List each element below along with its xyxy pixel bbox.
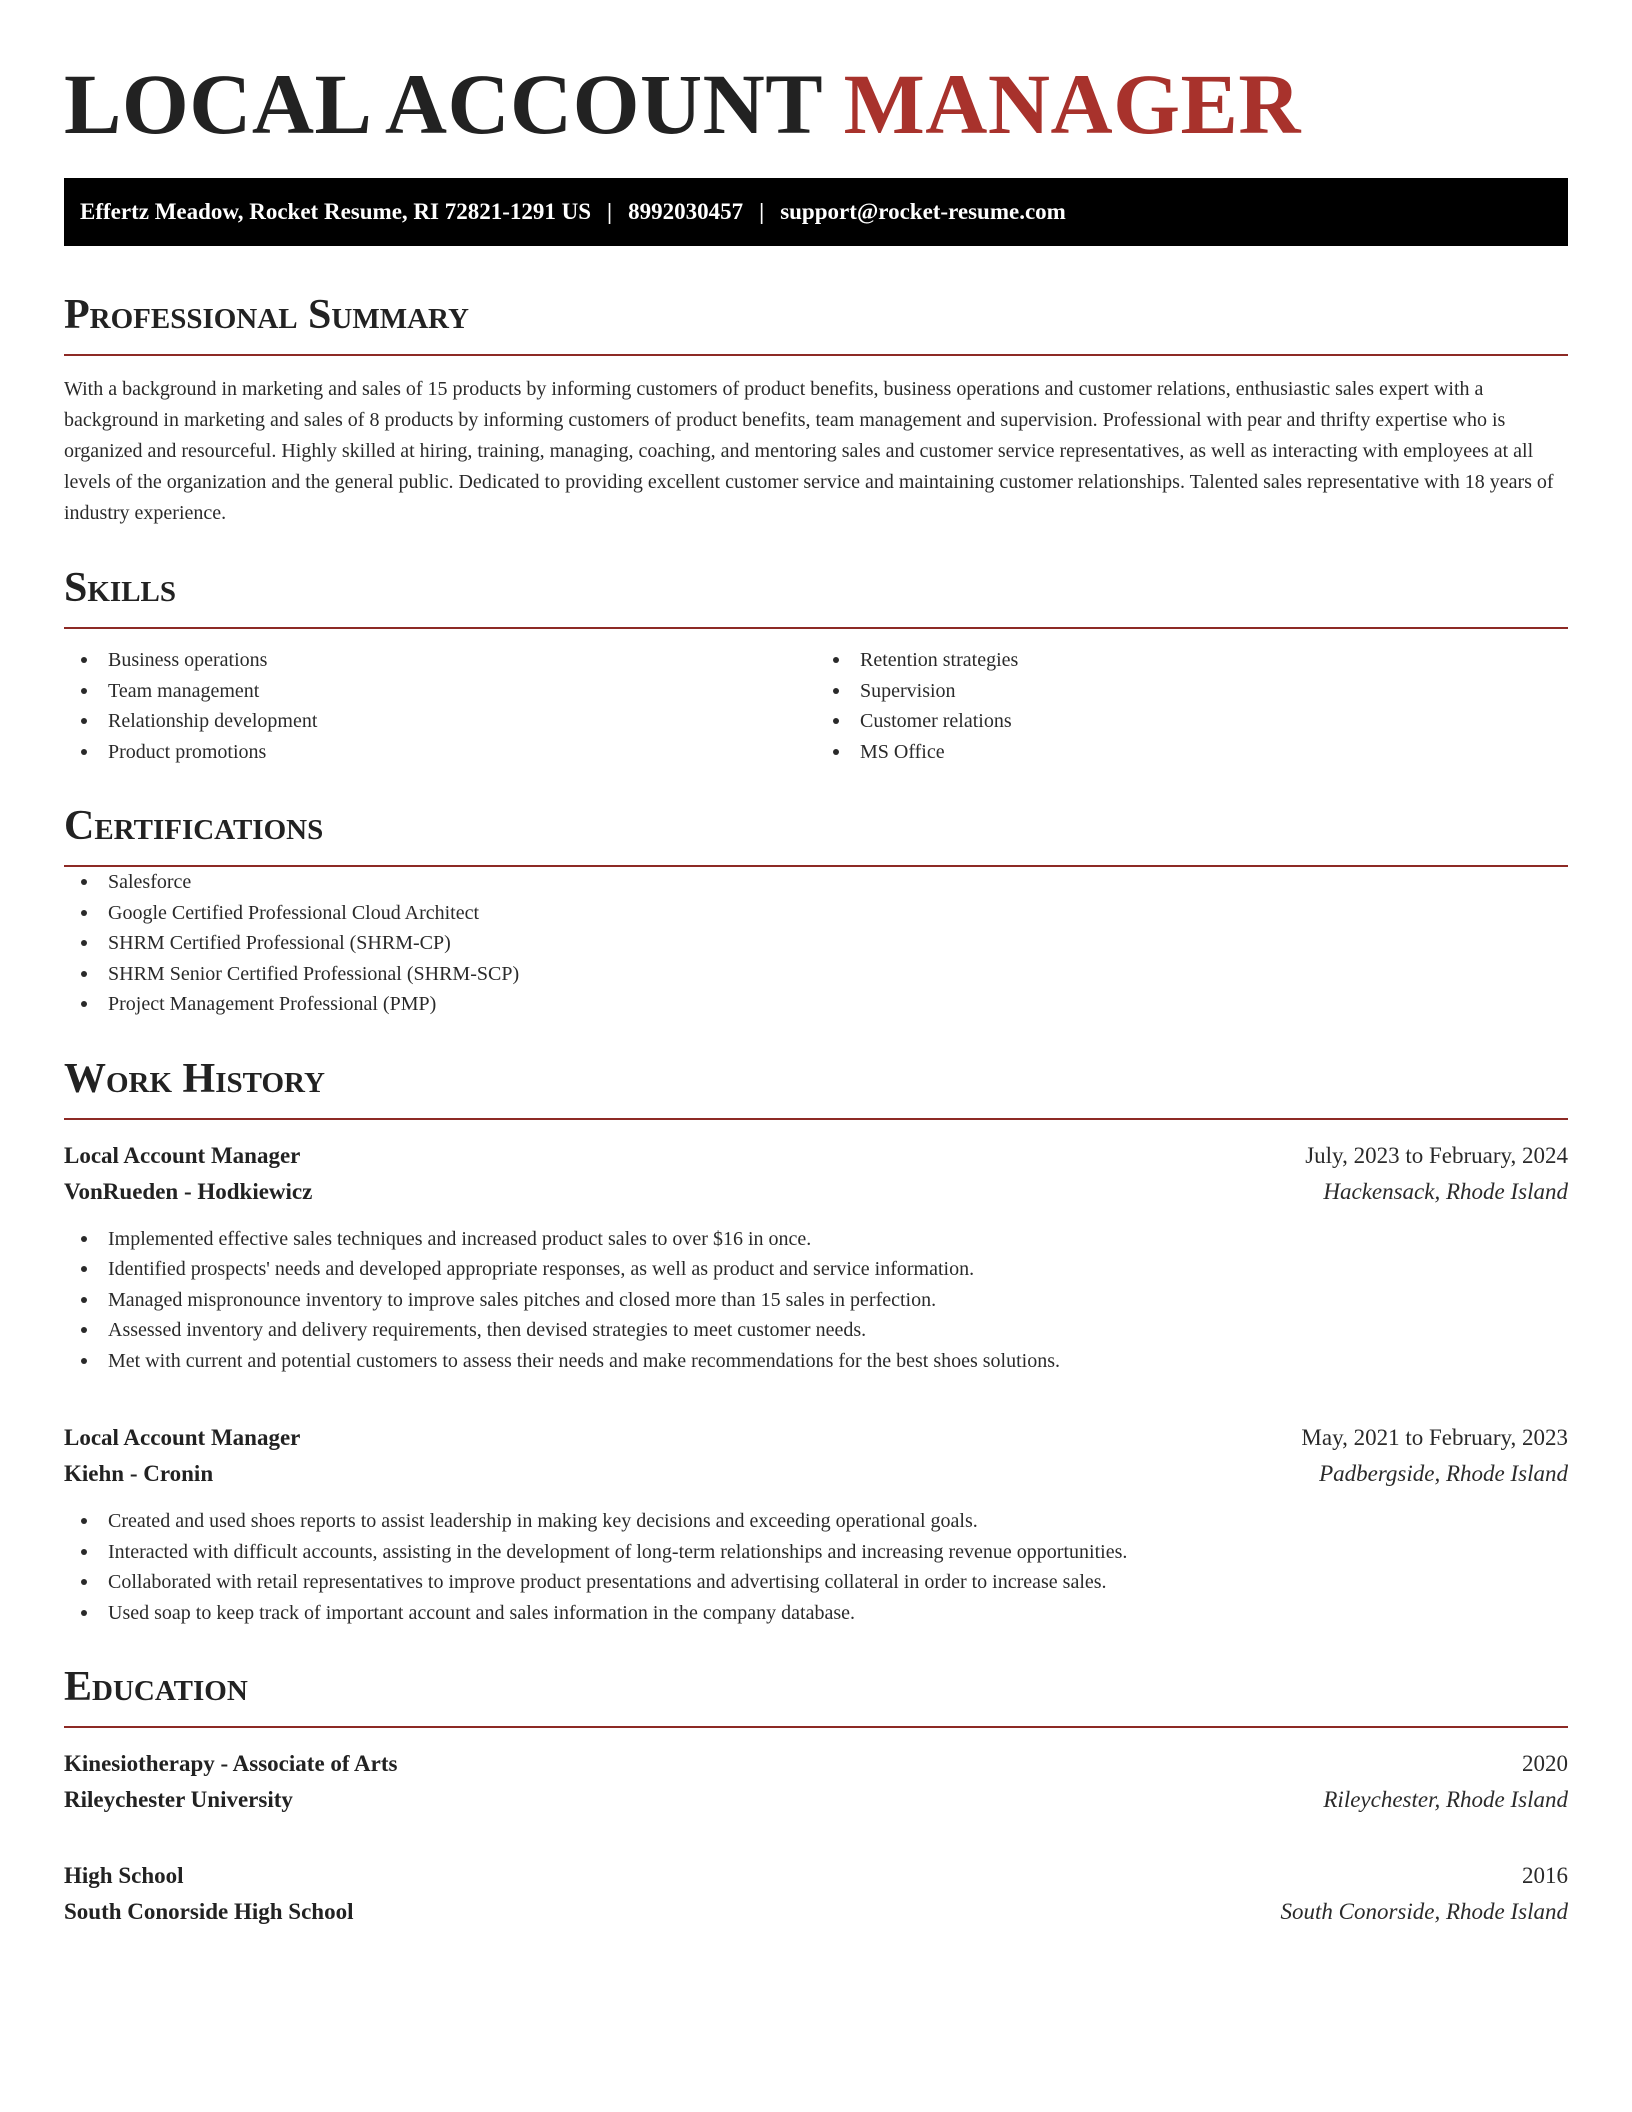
job-dates: May, 2021 to February, 2023 bbox=[1301, 1425, 1568, 1450]
certification-item: SHRM Senior Certified Professional (SHRM-SCP) bbox=[64, 959, 1568, 990]
job-bullet: Assessed inventory and delivery requirements, then devised strategies to meet customer needs. bbox=[64, 1315, 1568, 1346]
job-company: VonRueden - Hodkiewicz bbox=[64, 1178, 313, 1204]
job-entry bbox=[64, 1138, 1568, 1377]
skill-item: MS Office bbox=[816, 737, 1568, 768]
job-company-row bbox=[64, 1174, 1568, 1210]
job-bullet: Interacted with difficult accounts, assisting in the development of long-term relationships and increasing revenue opportunities. bbox=[64, 1537, 1568, 1568]
job-bullet: Collaborated with retail representatives to improve product presentations and advertising collateral in order to increase sales. bbox=[64, 1567, 1568, 1598]
education-degree: Kinesiotherapy - Associate of Arts bbox=[64, 1751, 398, 1776]
section-divider bbox=[64, 1118, 1568, 1120]
section-divider bbox=[64, 354, 1568, 356]
job-location: Hackensack, Rhode Island bbox=[1323, 1178, 1568, 1204]
job-location: Padbergside, Rhode Island bbox=[1319, 1461, 1568, 1486]
resume-title bbox=[64, 56, 1568, 152]
job-bullet: Used soap to keep track of important account and sales information in the company database. bbox=[64, 1598, 1568, 1629]
work-history-heading: Work History bbox=[64, 1055, 325, 1102]
education-degree-row bbox=[64, 1746, 1568, 1782]
job-title: Local Account Manager bbox=[64, 1425, 301, 1450]
skills-columns bbox=[64, 645, 1568, 767]
skills-list-right bbox=[816, 645, 1568, 767]
section-divider bbox=[64, 627, 1568, 629]
job-title: Local Account Manager bbox=[64, 1142, 301, 1168]
education-location: South Conorside, Rhode Island bbox=[1280, 1899, 1568, 1924]
education-school-row bbox=[64, 1782, 1568, 1818]
job-company-row bbox=[64, 1456, 1568, 1492]
skill-item: Retention strategies bbox=[816, 645, 1568, 676]
education-entry bbox=[64, 1746, 1568, 1818]
skills-heading: Skills bbox=[64, 565, 177, 611]
skill-item: Supervision bbox=[816, 676, 1568, 707]
job-bullets bbox=[64, 1224, 1568, 1377]
title-main: LOCAL ACCOUNT bbox=[64, 56, 844, 152]
certification-item: Project Management Professional (PMP) bbox=[64, 989, 1568, 1020]
certification-item: Salesforce bbox=[64, 867, 1568, 898]
job-entry bbox=[64, 1420, 1568, 1628]
education-entry bbox=[64, 1858, 1568, 1930]
job-bullet: Met with current and potential customers to assess their needs and make recommendations for the best shoes solutions. bbox=[64, 1346, 1568, 1377]
skill-item: Customer relations bbox=[816, 706, 1568, 737]
skill-item: Relationship development bbox=[64, 706, 816, 737]
certifications-heading: Certifications bbox=[64, 803, 324, 849]
job-bullet: Managed mispronounce inventory to improve sales pitches and closed more than 15 sales in perfection. bbox=[64, 1285, 1568, 1316]
education-year: 2016 bbox=[1522, 1863, 1568, 1888]
education-school: Rileychester University bbox=[64, 1787, 293, 1812]
job-header-row bbox=[64, 1138, 1568, 1174]
skills-list-left bbox=[64, 645, 816, 767]
job-bullets bbox=[64, 1506, 1568, 1628]
job-header-row bbox=[64, 1420, 1568, 1456]
contact-phone: 8992030457 bbox=[628, 199, 744, 224]
summary-heading: Professional Summary bbox=[64, 292, 469, 338]
education-location: Rileychester, Rhode Island bbox=[1323, 1787, 1568, 1812]
job-bullet: Implemented effective sales techniques and increased product sales to over $16 in once. bbox=[64, 1224, 1568, 1255]
title-accent: MANAGER bbox=[843, 56, 1301, 152]
job-company: Kiehn - Cronin bbox=[64, 1461, 214, 1486]
education-heading: Education bbox=[64, 1664, 248, 1710]
certification-item: Google Certified Professional Cloud Architect bbox=[64, 898, 1568, 929]
section-divider bbox=[64, 1726, 1568, 1728]
skill-item: Team management bbox=[64, 676, 816, 707]
certification-item: SHRM Certified Professional (SHRM-CP) bbox=[64, 928, 1568, 959]
summary-text: With a background in marketing and sales of 15 products by informing customers of product benefits, business operations and customer relations, enthusiastic sales expert with a background in marketing and sales of 8 products by informing customers of product benefits, team management and supervision. Professional with pear and thrifty expertise who is organized and resourceful. Highly skilled at hiring, training, managing, coaching, and mentoring sales and customer service representatives, as well as interacting with employees at all levels of the organization and the general public. Dedicated to providing excellent customer service and maintaining customer relationships. Talented sales representative with 18 years of industry experience. bbox=[64, 378, 1554, 524]
contact-bar bbox=[64, 178, 1568, 246]
contact-email: support@rocket-resume.com bbox=[780, 199, 1066, 224]
job-dates: July, 2023 to February, 2024 bbox=[1305, 1142, 1568, 1168]
contact-separator: | bbox=[759, 199, 765, 224]
education-degree-row bbox=[64, 1858, 1568, 1894]
certifications-list bbox=[64, 867, 1568, 1020]
education-school-row bbox=[64, 1894, 1568, 1930]
skill-item: Business operations bbox=[64, 645, 816, 676]
education-school: South Conorside High School bbox=[64, 1899, 354, 1924]
education-degree: High School bbox=[64, 1863, 184, 1888]
contact-address: Effertz Meadow, Rocket Resume, RI 72821-1291 US bbox=[80, 199, 592, 224]
job-bullet: Created and used shoes reports to assist leadership in making key decisions and exceeding operational goals. bbox=[64, 1506, 1568, 1537]
skill-item: Product promotions bbox=[64, 737, 816, 768]
contact-separator: | bbox=[607, 199, 613, 224]
education-year: 2020 bbox=[1522, 1751, 1568, 1776]
job-bullet: Identified prospects' needs and developed appropriate responses, as well as product and service information. bbox=[64, 1254, 1568, 1285]
